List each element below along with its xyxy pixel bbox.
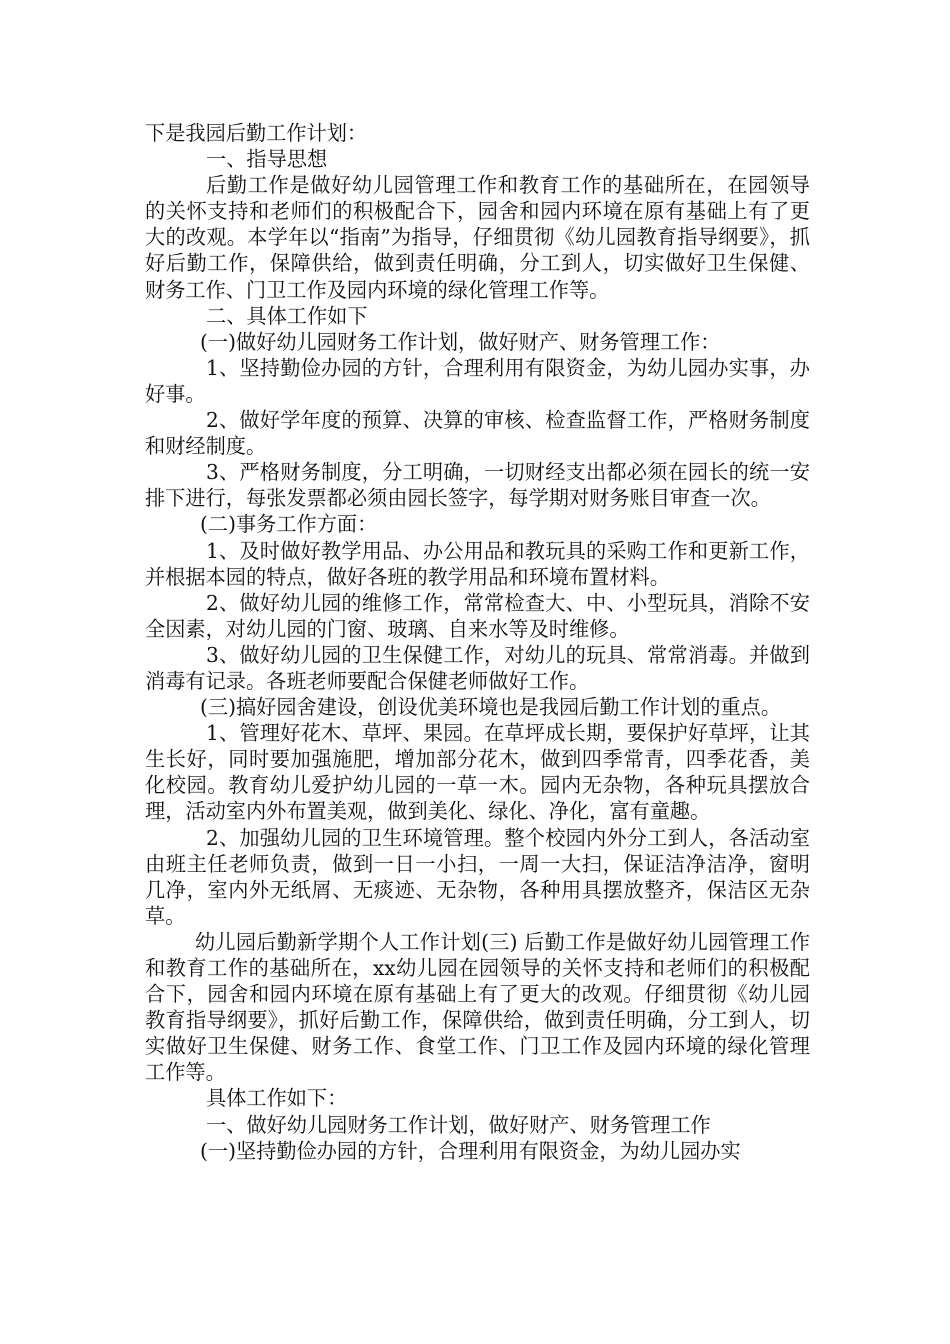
subheading-campus: (三)搞好园舍建设，创设优美环境也是我园后勤工作计划的重点。 (200, 695, 782, 720)
section-heading-guiding-thought: 一、指导思想 (206, 147, 328, 172)
finance-item-3: 3、严格财务制度，分工明确，一切财经支出都必须在园长的统一安排下进行，每张发票都必须由园长签字，每学期对财务账目审查一次。 (145, 460, 810, 511)
subheading-affairs: (二)事务工作方面： (200, 512, 378, 537)
campus-item-1: 1、管理好花木、草坪、果园。在草坪成长期，要保护好草坪，让其生长好，同时要加强施肥，增加部分花木，做到四季常青，四季花香，美化校园。教育幼儿爱护幼儿园的一草一木。园内无杂物，各种玩具摆放合理，活动室内外布置美观，做到美化、绿化、净化，富有童趣。 (145, 721, 810, 824)
finance-item-1: 1、坚持勤俭办园的方针，合理利用有限资金，为幼儿园办实事，办好事。 (145, 355, 810, 406)
paragraph-plan-three: 幼儿园后勤新学期个人工作计划(三) 后勤工作是做好幼儿园管理工作和教育工作的基础所在，xx幼儿园在园领导的关怀支持和老师们的积极配合下，园舍和园内环境在原有基础上有了更大的改观。仔细贯彻《幼儿园教育指导纲要》，抓好后勤工作，保障供给，做到责任明确，分工到人，切实做好卫生保健、财务工作、食堂工作、门卫工作及园内环境的绿化管理工作等。 (145, 929, 810, 1085)
campus-item-2: 2、加强幼儿园的卫生环境管理。整个校园内外分工到人，各活动室由班主任老师负责，做到一日一小扫，一周一大扫，保证洁净洁净，窗明几净，室内外无纸屑、无痰迹、无杂物，各种用具摆放整齐，保洁区无杂草。 (145, 825, 810, 928)
affairs-item-1: 1、及时做好教学用品、办公用品和教玩具的采购工作和更新工作，并根据本园的特点，做好各班的教学用品和环境布置材料。 (145, 538, 810, 589)
intro-line: 下是我园后勤工作计划： (145, 121, 368, 145)
finance-2-item-1: (一)坚持勤俭办园的方针，合理利用有限资金，为幼儿园办实 (200, 1138, 741, 1163)
heading-specific-work-2: 具体工作如下： (206, 1086, 348, 1111)
section-heading-specific-work: 二、具体工作如下 (206, 303, 368, 328)
affairs-item-3: 3、做好幼儿园的卫生保健工作，对幼儿的玩具、常常消毒。并做到消毒有记录。各班老师要配合保健老师做好工作。 (145, 642, 810, 693)
paragraph-guiding-thought: 后勤工作是做好幼儿园管理工作和教育工作的基础所在，在园领导的关怀支持和老师们的积极配合下，园舍和园内环境在原有基础上有了更大的改观。本学年以“指南”为指导，仔细贯彻《幼儿园教育指导纲要》，抓好后勤工作，保障供给，做到责任明确，分工到人，切实做好卫生保健、财务工作、门卫工作及园内环境的绿化管理工作等。 (145, 173, 810, 302)
heading-finance-2: 一、做好幼儿园财务工作计划，做好财产、财务管理工作 (206, 1112, 711, 1137)
document-body (145, 120, 810, 1164)
subheading-finance: (一)做好幼儿园财务工作计划，做好财产、财务管理工作： (200, 329, 721, 354)
finance-item-2: 2、做好学年度的预算、决算的审核、检查监督工作，严格财务制度和财经制度。 (145, 408, 810, 459)
affairs-item-2: 2、做好幼儿园的维修工作，常常检查大、中、小型玩具，消除不安全因素，对幼儿园的门窗、玻璃、自来水等及时维修。 (145, 590, 810, 641)
